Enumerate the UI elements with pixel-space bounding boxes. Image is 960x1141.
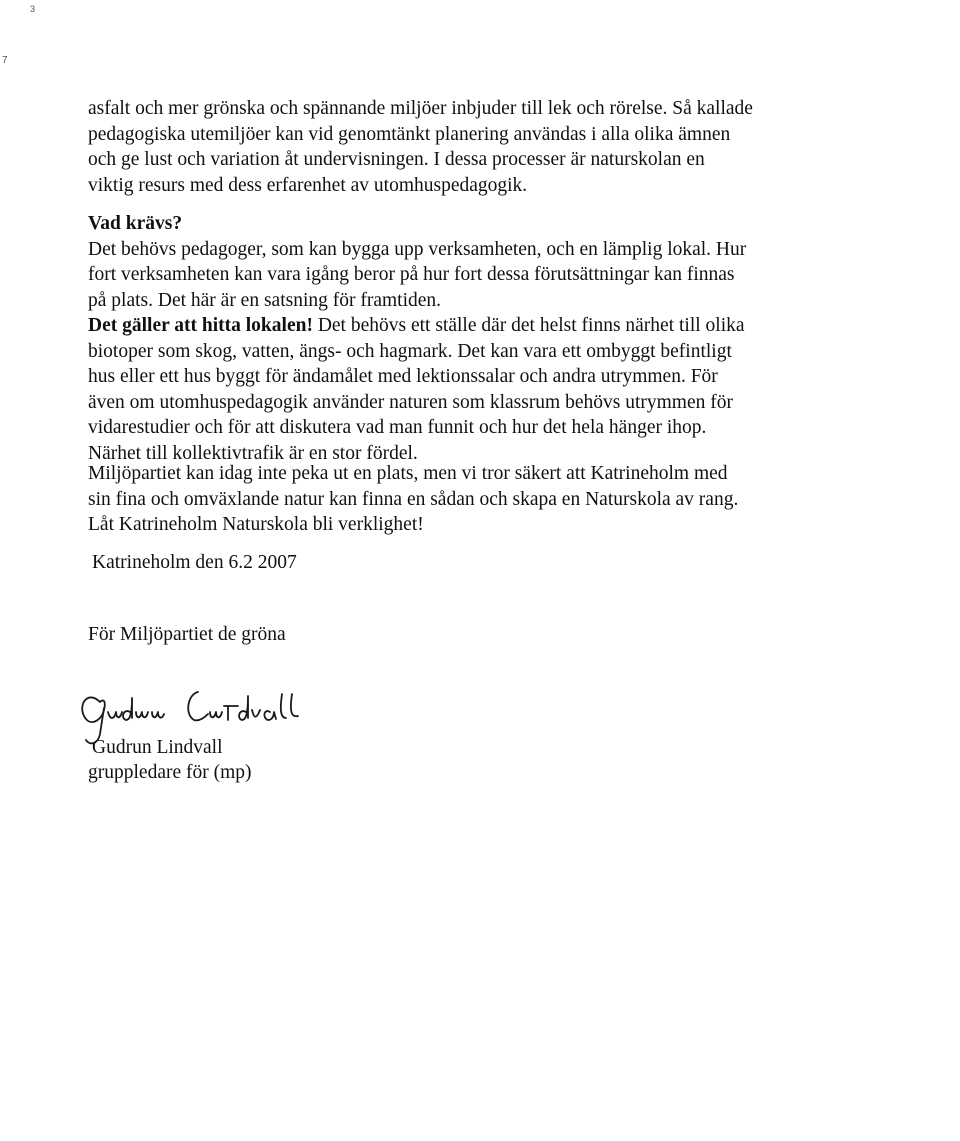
text-line: biotoper som skog, vatten, ängs- och hagmark. Det kan vara ett ombyggt befintligt bbox=[88, 340, 732, 362]
signer-role: gruppledare för (mp) bbox=[88, 762, 252, 783]
text-line: hus eller ett hus byggt för ändamålet med lektionssalar och andra utrymmen. För bbox=[88, 366, 718, 387]
text-line: Närhet till kollektivtrafik är en stor fördel. bbox=[88, 442, 418, 464]
text-line: sin fina och omväxlande natur kan finna en sådan och skapa en Naturskola av rang. bbox=[88, 488, 739, 510]
text-line: fort verksamheten kan vara igång beror på hur fort dessa förutsättningar kan finnas bbox=[88, 264, 735, 285]
text-line: även om utomhuspedagogik använder naturen som klassrum behövs utrymmen för bbox=[88, 391, 733, 413]
text-line: och ge lust och variation åt undervisningen. I dessa processer är naturskolan en bbox=[88, 149, 705, 170]
party-line: För Miljöpartiet de gröna bbox=[88, 624, 286, 645]
text-line: på plats. Det här är en satsning för framtiden. bbox=[88, 289, 442, 311]
text-line: pedagogiska utemiljöer kan vid genomtänkt planering användas i alla olika ämnen bbox=[88, 123, 731, 145]
top-margin-mark: 3 bbox=[30, 4, 36, 14]
text-line: vidarestudier och för att diskutera vad man funnit och hur det hela hänger ihop. bbox=[88, 417, 707, 438]
text-line: Låt Katrineholm Naturskola bli verklighet! bbox=[88, 514, 424, 535]
signer-name: Gudrun Lindvall bbox=[92, 737, 223, 758]
text-line: asfalt och mer grönska och spännande miljöer inbjuder till lek och rörelse. Så kallade bbox=[88, 98, 753, 119]
requirements-section bbox=[88, 211, 878, 466]
closing-paragraph bbox=[88, 461, 878, 538]
location-lead: Det gäller att hitta lokalen! bbox=[88, 315, 313, 336]
side-margin-mark: 7 bbox=[2, 55, 8, 66]
text-line: viktig resurs med dess erfarenhet av utomhuspedagogik. bbox=[88, 174, 528, 196]
text-line-with-lead bbox=[88, 313, 878, 339]
text-line: Det behövs pedagoger, som kan bygga upp verksamheten, och en lämplig lokal. Hur bbox=[88, 238, 747, 260]
intro-paragraph bbox=[88, 96, 878, 198]
section-heading: Vad krävs? bbox=[88, 213, 183, 234]
location-text: Det behövs ett ställe där det helst finns närhet till olika bbox=[312, 315, 745, 336]
date-line: Katrineholm den 6.2 2007 bbox=[92, 552, 297, 573]
text-line: Miljöpartiet kan idag inte peka ut en plats, men vi tror säkert att Katrineholm med bbox=[88, 463, 728, 484]
